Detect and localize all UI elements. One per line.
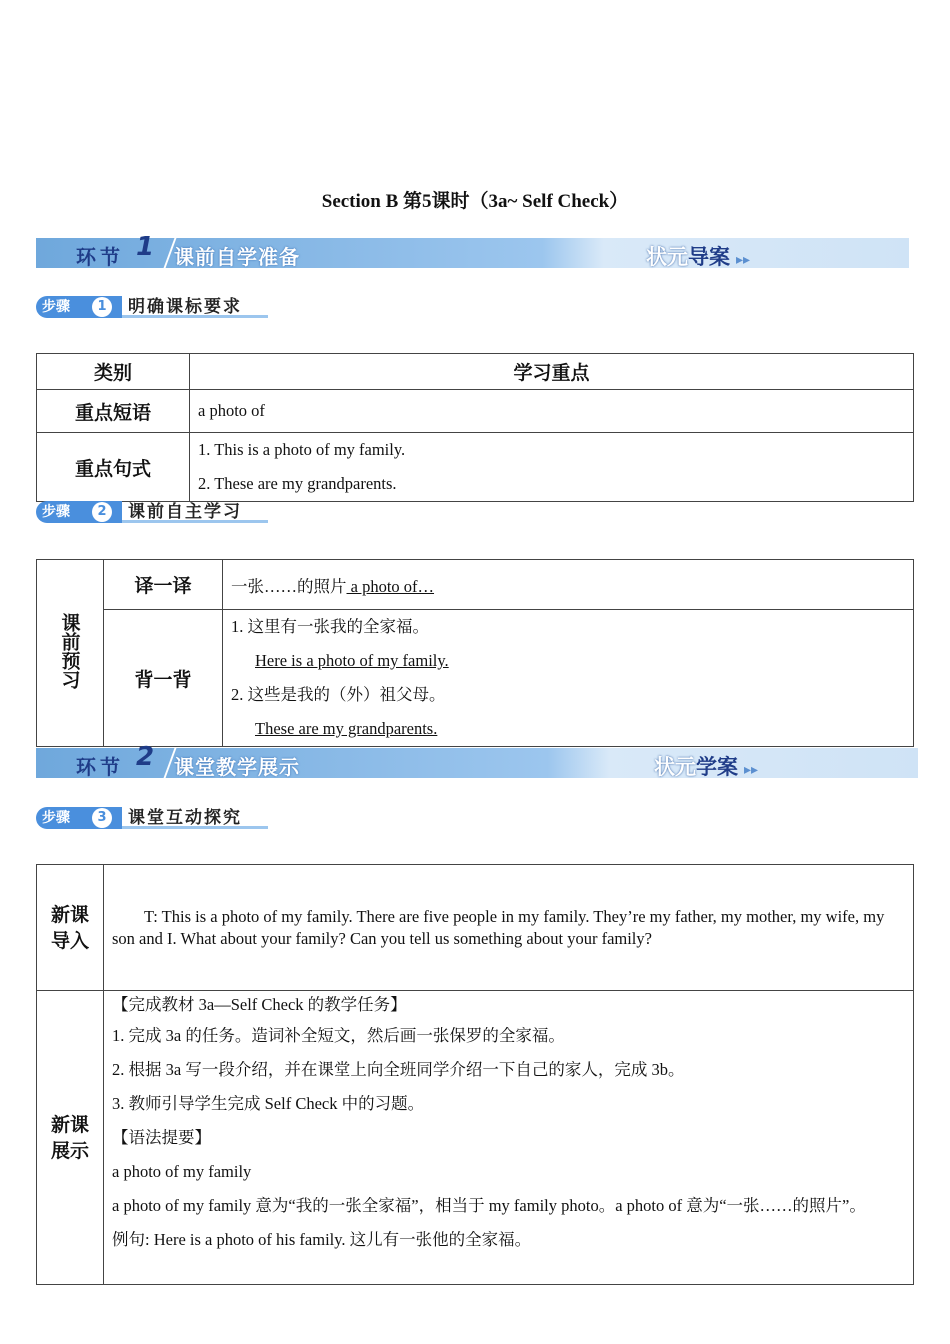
step-name: 课堂互动探究 <box>122 807 268 829</box>
table-preview <box>36 559 914 747</box>
display-line-1: 【完成教材 3a—Self Check 的教学任务】 <box>112 995 407 1014</box>
table-focus <box>36 353 914 502</box>
category-sentences: 重点句式 <box>37 433 190 502</box>
display-line-5: 【语法提要】 <box>112 1128 211 1147</box>
step-pill: 步骤 <box>36 501 122 523</box>
intro-label-text: 新课导入 <box>50 903 89 952</box>
step-number: 3 <box>92 808 112 828</box>
translate-content <box>223 560 914 610</box>
table-header-category: 类别 <box>37 354 190 390</box>
display-line-7: a photo of my family 意为“我的一张全家福”，相当于 my family photo。a photo of 意为“一张……的照片”。 <box>112 1196 866 1215</box>
category-phrases: 重点短语 <box>37 390 190 433</box>
banner-huanjie: 环节 <box>76 755 124 779</box>
banner-name: 课前自学准备 <box>174 245 300 269</box>
display-label-text: 新课展示 <box>50 1113 89 1162</box>
page-title: Section B 第5课时（3a~ Self Check） <box>321 191 629 212</box>
translate-label: 译一译 <box>104 560 223 610</box>
intro-text: T: This is a photo of my family. There are five people in my family. They’re my father, my mother, my wife, my son and I. What about your family? Can you tell us something about your family? <box>104 865 914 991</box>
table-classroom <box>36 864 914 1285</box>
step-name: 课前自主学习 <box>122 501 268 523</box>
preview-side-label <box>37 560 104 747</box>
banner-name: 课堂教学展示 <box>174 755 300 779</box>
translate-answer: a photo of… <box>346 576 435 596</box>
recite-label: 背一背 <box>104 610 223 747</box>
sentence-line-1: 1. This is a photo of my family. <box>198 440 406 459</box>
double-arrow-icon: ▸▸ <box>744 762 759 778</box>
banner-right-label <box>646 241 750 271</box>
step-number: 2 <box>92 502 112 522</box>
display-line-4: 3. 教师引导学生完成 Self Check 中的习题。 <box>112 1094 425 1113</box>
step-number: 1 <box>92 297 112 317</box>
translate-prompt: 一张……的照片 <box>231 576 347 596</box>
banner-right-pale: 状元 <box>654 755 696 779</box>
display-line-6: a photo of my family <box>112 1162 252 1181</box>
banner-right-pale: 状元 <box>646 245 688 269</box>
step-header-3 <box>36 805 276 831</box>
recite-content <box>223 610 914 747</box>
step-name: 明确课标要求 <box>122 296 268 318</box>
display-line-8: 例句: Here is a photo of his family. 这儿有一张他的全家福。 <box>112 1230 532 1249</box>
display-line-2: 1. 完成 3a 的任务。造词补全短文，然后画一张保罗的全家福。 <box>112 1026 565 1045</box>
banner-right-strong: 学案 <box>696 755 738 779</box>
intro-label <box>37 865 104 991</box>
step-pill: 步骤 <box>36 296 122 318</box>
banner-number: 2 <box>136 742 155 772</box>
step-header-2 <box>36 499 276 525</box>
step-header-1 <box>36 294 276 320</box>
double-arrow-icon: ▸▸ <box>736 252 751 268</box>
recite-question-2: 2. 这些是我的（外）祖父母。 <box>231 685 446 704</box>
recite-question-1: 1. 这里有一张我的全家福。 <box>231 617 429 636</box>
section-banner-1 <box>36 232 909 269</box>
step-pill: 步骤 <box>36 807 122 829</box>
banner-right-strong: 导案 <box>688 245 730 269</box>
sentence-content <box>190 433 914 502</box>
banner-huanjie: 环节 <box>76 245 124 269</box>
display-line-3: 2. 根据 3a 写一段介绍，并在课堂上向全班同学介绍一下自己的家人，完成 3b。 <box>112 1060 685 1079</box>
display-content <box>104 991 914 1285</box>
display-label <box>37 991 104 1285</box>
phrase-content: a photo of <box>190 390 914 433</box>
banner-right-label <box>654 751 758 781</box>
sentence-line-2: 2. These are my grandparents. <box>198 474 397 493</box>
table-header-focus: 学习重点 <box>190 354 914 390</box>
preview-side-text: 课前预习 <box>58 613 81 689</box>
recite-answer-1: Here is a photo of my family. <box>255 651 449 670</box>
section-banner-2 <box>36 742 918 779</box>
banner-number: 1 <box>136 232 155 262</box>
recite-answer-2: These are my grandparents. <box>255 719 438 738</box>
